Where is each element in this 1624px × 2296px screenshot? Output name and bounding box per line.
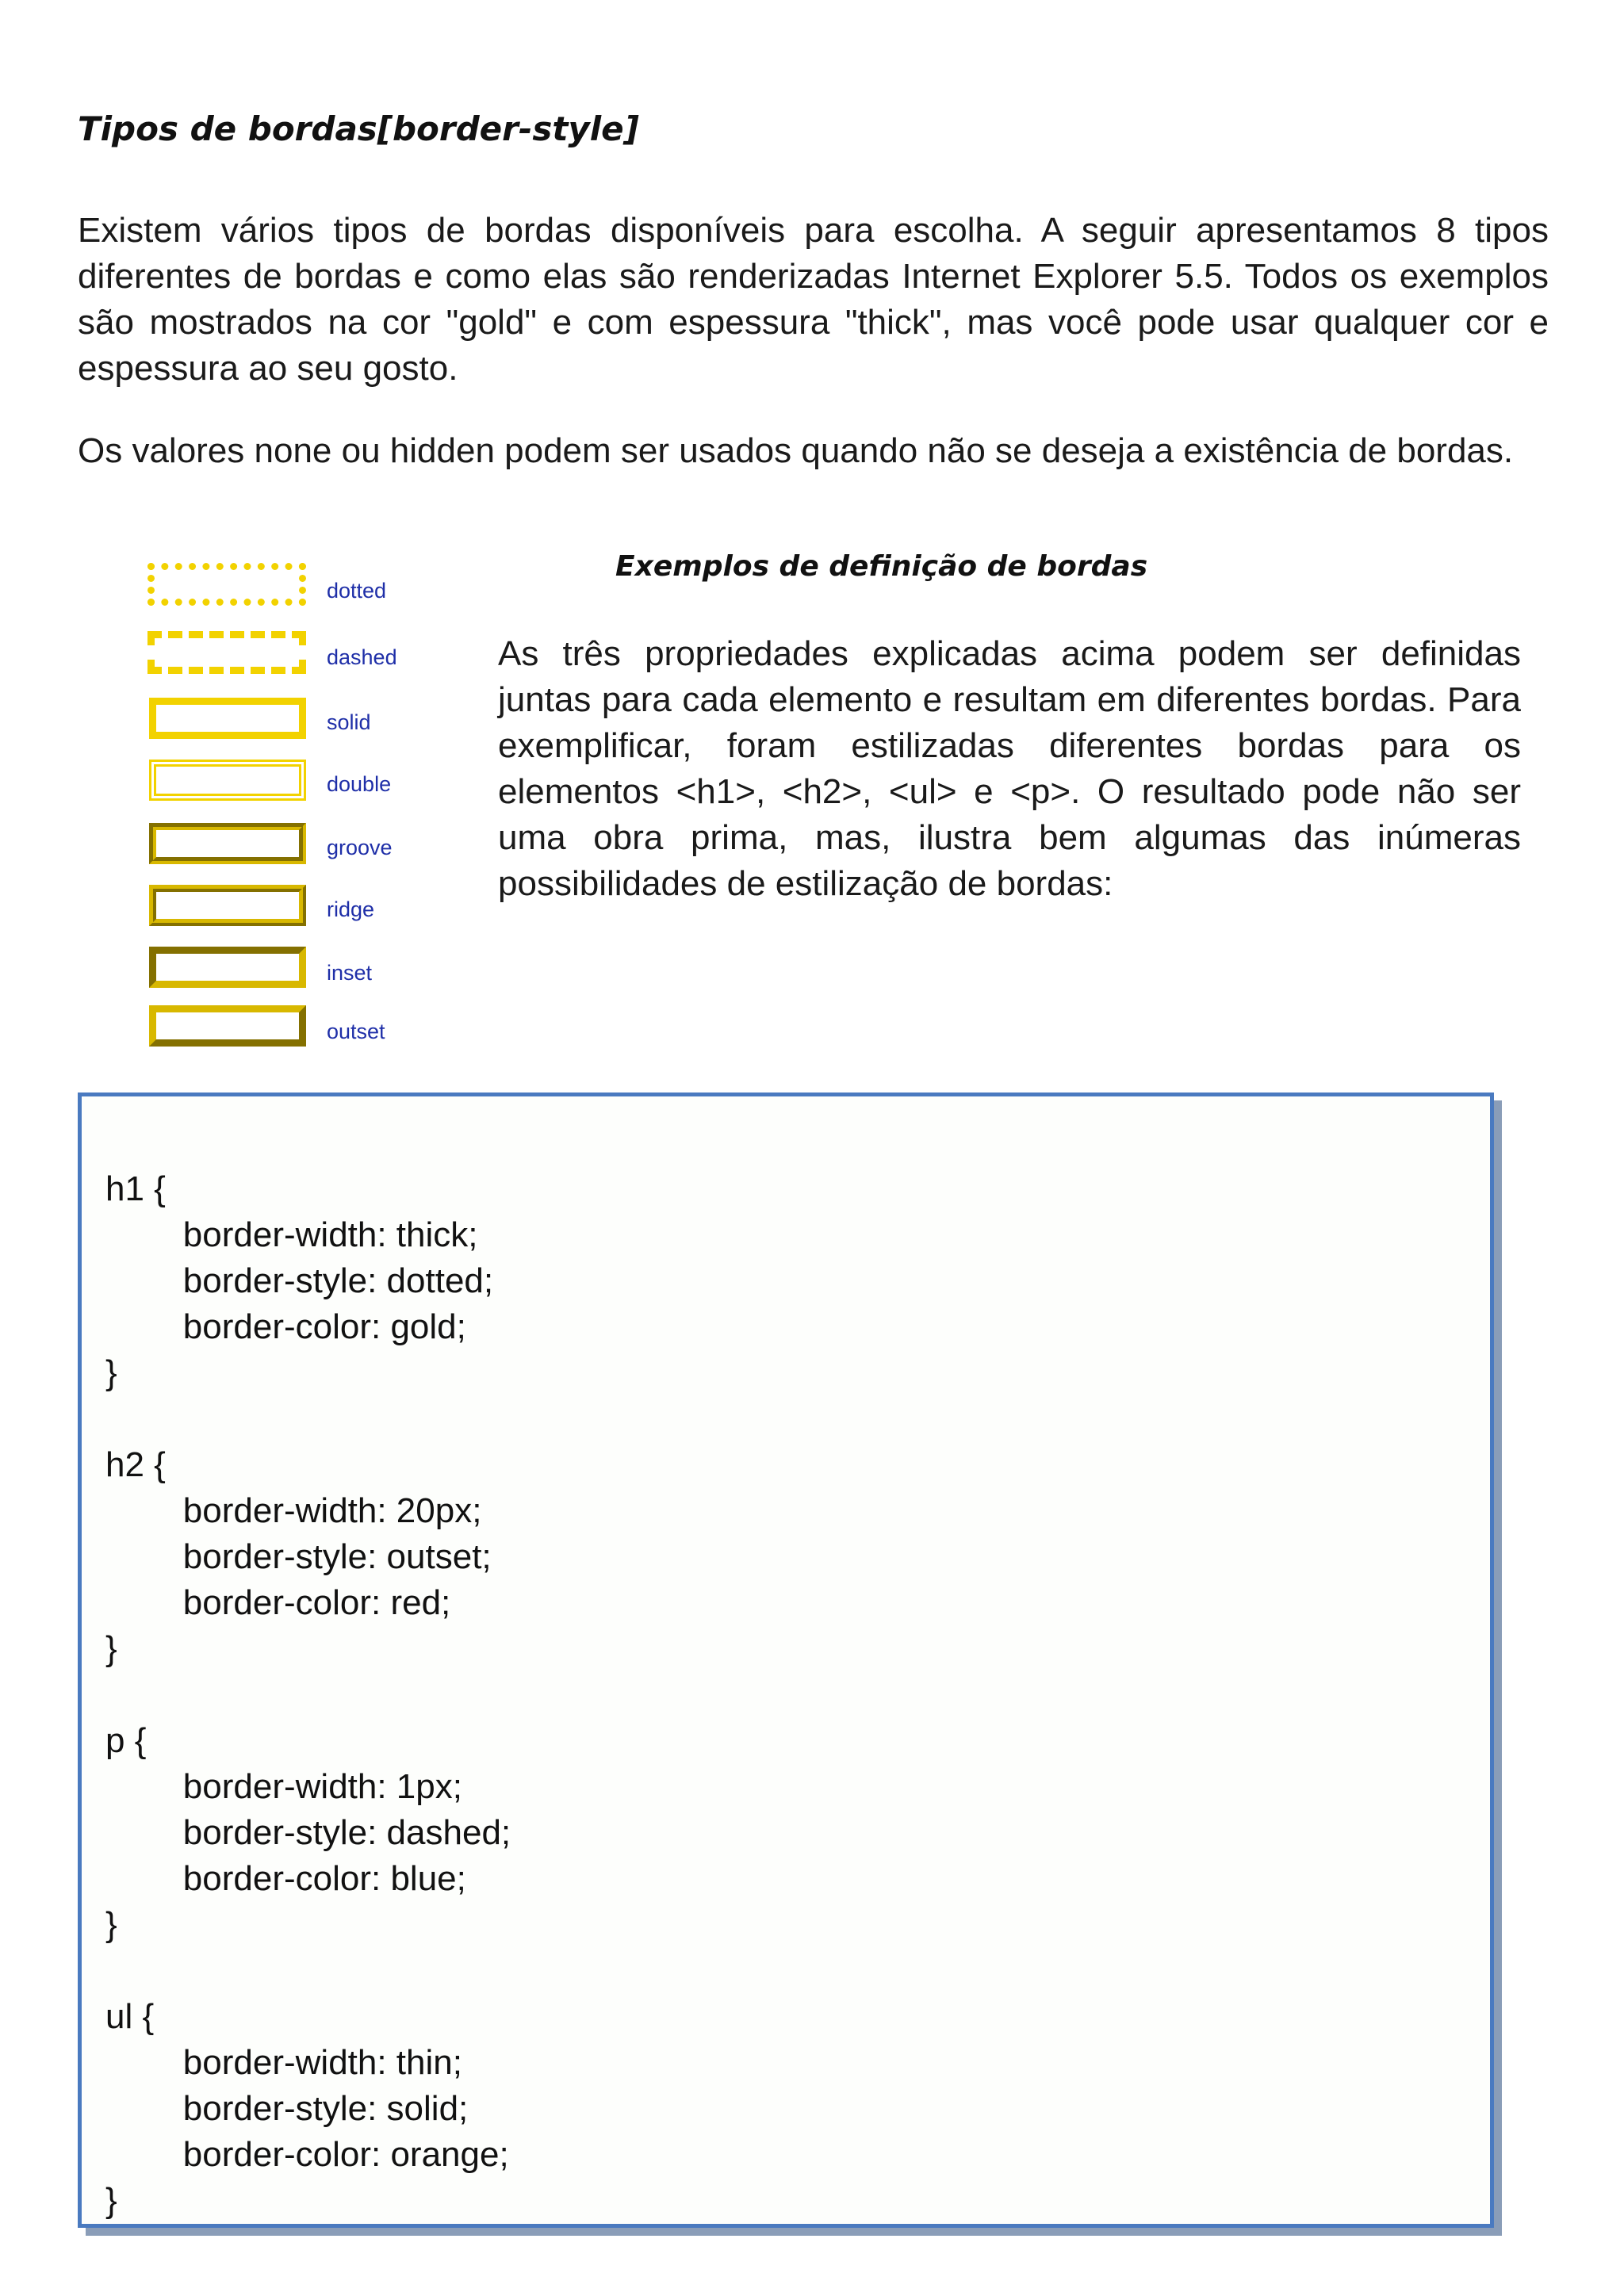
example-inset <box>143 947 428 994</box>
code-line: border-style: dotted; <box>105 1261 494 1300</box>
outset-border-sample <box>149 1005 306 1047</box>
css-code-box <box>78 1093 1494 2228</box>
example-dashed <box>143 631 428 679</box>
code-line: h2 { <box>105 1445 166 1484</box>
examples-heading: Exemplos de definição de bordas <box>615 550 1148 583</box>
example-groove <box>143 823 428 871</box>
example-label: inset <box>327 961 373 985</box>
code-line: } <box>105 2181 117 2220</box>
code-line: } <box>105 1629 117 1668</box>
ridge-border-sample <box>149 885 306 926</box>
example-double <box>143 760 428 807</box>
code-line: border-color: gold; <box>105 1307 466 1346</box>
code-line: border-color: red; <box>105 1583 451 1622</box>
code-line: border-style: outset; <box>105 1537 492 1576</box>
code-line: border-style: solid; <box>105 2089 469 2128</box>
example-solid <box>143 698 428 745</box>
none-hidden-paragraph: Os valores none ou hidden podem ser usados quando não se deseja a existência de bordas. <box>78 431 1514 470</box>
example-label: ridge <box>327 897 375 921</box>
dotted-border-sample <box>147 563 306 606</box>
code-line: border-width: 20px; <box>105 1491 482 1530</box>
border-style-examples <box>143 555 428 1062</box>
code-line: border-width: thin; <box>105 2043 462 2082</box>
code-line: border-color: blue; <box>105 1859 466 1898</box>
code-line: } <box>105 1905 117 1944</box>
examples-paragraph: As três propriedades explicadas acima podem ser definidas juntas para cada elemento e resultam em diferentes bordas. Para exemplificar, foram estilizadas diferentes bordas para os elementos <h1>, <h2>, <ul> e <p>. O resultado pode não ser uma obra prima, mas, ilustra bem algumas das inúmeras possibilidades de estilização de bordas: <box>498 634 1521 903</box>
example-dotted <box>143 563 428 610</box>
example-label: dotted <box>327 579 387 603</box>
double-border-sample <box>149 760 306 801</box>
code-line: ul { <box>105 1997 155 2036</box>
example-label: outset <box>327 1020 385 1043</box>
example-outset <box>143 1005 428 1053</box>
dashed-border-sample <box>147 631 306 674</box>
inset-border-sample <box>149 947 306 988</box>
code-line: border-width: 1px; <box>105 1767 462 1806</box>
example-label: dashed <box>327 645 397 669</box>
example-ridge <box>143 885 428 932</box>
intro-paragraph: Existem vários tipos de bordas disponíveis para escolha. A seguir apresentamos 8 tipos diferentes de bordas e como elas são renderizadas Internet Explorer 5.5. Todos os exemplos são mostrados na cor "gold" e com espessura "thick", mas você pode usar qualquer cor e espessura ao seu gosto. <box>78 211 1549 388</box>
code-line: p { <box>105 1721 147 1760</box>
code-line: border-style: dashed; <box>105 1813 511 1852</box>
code-line: border-width: thick; <box>105 1215 478 1254</box>
example-label: groove <box>327 836 393 859</box>
code-line: h1 { <box>105 1169 166 1208</box>
example-label: solid <box>327 710 371 734</box>
example-label: double <box>327 772 392 796</box>
solid-border-sample <box>149 698 306 739</box>
code-line: } <box>105 1353 117 1392</box>
code-line: border-color: orange; <box>105 2135 509 2174</box>
section-heading: Tipos de bordas[border-style] <box>78 109 639 148</box>
groove-border-sample <box>149 823 306 864</box>
